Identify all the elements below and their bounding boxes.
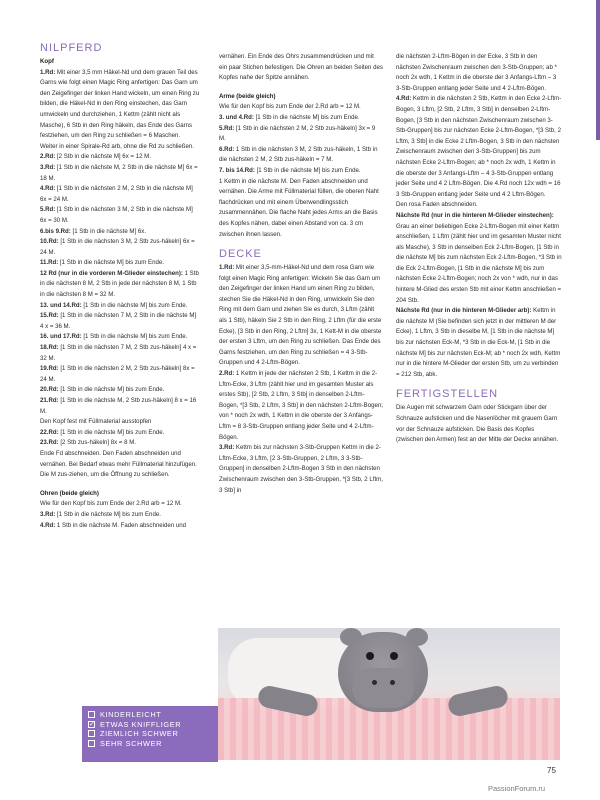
instruction-row: 4.Rd: [1 Stb in die nächsten 2 M, 2 Stb in die nächste M] 6x = 24 M. bbox=[40, 185, 193, 203]
instruction-row: Nächste Rd (nur in die hinteren M-Glieder einstechen): Grau an einer beliebigen Ecke 2-Lftm-Bogen mit einer Kettm anschließen, 1 Lftm (zählt hier und im gesamten Muster nicht als Masche), 3 Stb in denselben Eck 2-Lftm-Bogen, [1 Stb in die nächste M] bis zum nächsten Eck 2-Lftm-Bogen, *3 Stb in die Eck 2-Lftm-Bogen, [1 Stb in die nächste M] bis zum nächsten Ecke 2-Lftm-Bogen; noch 2x von * wdh, nur in das hintere M-Glied des ersten Stb mit einer Kettm anschließen = 204 Stb. bbox=[396, 211, 562, 304]
instruction-row: 2.Rd: [2 Stb in die nächste M] 6x = 12 M. bbox=[40, 153, 151, 161]
instruction-row: 3.Rd: Kettm bis zur nächsten 3-Stb-Gruppen Kettm in die 2-Lftm-Ecke, 3 Lftm, [2 3-Stb-Gruppen, 2 Lftm, 3 3-Stb-Gruppen] in denselben 2-Lftm-Bogen 3 Stb in den nächsten Zwischenraum zwischen den 3-Stb-Gruppen, *[3 Stb, 2 Lftm, 3 Stb] in bbox=[219, 444, 383, 494]
instruction-row: 15.Rd: [1 Stb in die nächsten 7 M, 2 Stb in die nächste M] 4 x = 36 M. bbox=[40, 312, 197, 330]
difficulty-box bbox=[82, 706, 218, 762]
kopf-instructions bbox=[40, 68, 200, 481]
instruction-row: 20.Rd: [1 Stb in die nächste M] bis zum Ende. bbox=[40, 386, 165, 394]
instruction-row: 5.Rd: [1 Stb in die nächsten 2 M, 2 Stb zus-häkeln] 3x = 9 M. bbox=[219, 124, 376, 143]
hippo-nostril-left bbox=[372, 680, 377, 685]
watermark: PassionForum.ru bbox=[488, 784, 546, 793]
instruction-row: Wie für den Kopf bis zum Ende der 2.Rd arb = 12 M. bbox=[219, 103, 361, 111]
hippo-nostril-right bbox=[390, 680, 395, 685]
instruction-row: 2.Rd: 1 Kettm in jede der nächsten 2 Stb, 1 Kettm in die 2-Lftm-Ecke, 3 Lftm (zählt hier und im gesamten Muster als erstes Stb), [2 Stb, 2 Lftm, 3 Stb] in denselben 2-Lftm-Bogen, *[3 Stb, 2 Lftm, 3 Stb] in den nächsten 2-Lftm-Bogen; von * noch 2x wdh, 1 Kettm in die oberste der 3 Anfangs-Lftm = 8 3-Stb-Gruppen entlang jeder Seite und 4 2-Lftm-Bögen. bbox=[219, 370, 383, 441]
spacer bbox=[219, 240, 383, 248]
instruction-row: Den Kopf fest mit Füllmaterial ausstopfen bbox=[40, 418, 152, 426]
instruction-row: 7. bis 14.Rd: [1 Stb in die nächste M] bis zum Ende. bbox=[219, 166, 361, 174]
column-1 bbox=[40, 42, 200, 531]
difficulty-label: SEHR SCHWER bbox=[100, 738, 163, 748]
instruction-row: 10.Rd: [1 Stb in die nächsten 3 M, 2 Stb zus-häkeln] 6x = 24 M. bbox=[40, 238, 195, 256]
difficulty-item bbox=[88, 710, 212, 720]
instruction-row: 21.Rd: [1 Stb in die nächste M, 2 Stb zus-häkeln] 8 x = 16 M. bbox=[40, 397, 197, 415]
subheading-kopf: Kopf bbox=[40, 58, 54, 65]
spacer bbox=[396, 380, 562, 388]
instruction-row: 4.Rd: Kettm in die nächsten 2 Stb, Kettm in den Ecke 2-Lftm-Bogen, 3 Lftm, [2 Stb, 2 Lftm, 3 Stb] in denselben 2-Lftm-Bogen, [3 Stb in den nächsten Zwischenraum zwischen 3-Stb-Gruppen] bis zur nächsten Ecke 2-Lftm-Bogen, *[3 Stb, 2 Lftm, 3 Stb] in die Ecke 2 Lftm-Bogen, 3 Stb in den nächsten Zwischenraum zwischen den 3-Stb-Gruppen] bis zum nächsten Ecke 2-Lftm-Bogen; ab * noch 2x wdh, 1 Kettm in die oberste der 3 Anfangs-Lftm – 4 3-Stb-Gruppen entlang jeder Seite und 4 2 Lftm-Bögen. Die 4.Rd noch 12x wdh = 16 3 Stb-Gruppen entlang jeder Seite und 4 2 Lftm-Bögen. bbox=[396, 95, 562, 198]
instruction-row: Wie für den Kopf bis zum Ende der 2.Rd arb = 12 M. bbox=[40, 500, 182, 508]
ohren-continued: vernähen. Ein Ende des Ohrs zusammendrücken und mit ein paar Stichen befestigen. Die Ohren an beiden Seiten des Kopfes nahe der Spitze annähen. bbox=[219, 53, 383, 82]
instruction-row: 6.Rd: 1 Stb in die nächsten 3 M, 2 Stb zus-häkeln, 1 Stb in die nächsten 2 M, 2 Stb zus-häkeln = 7 M. bbox=[219, 145, 378, 164]
section-heading-decke: DECKE bbox=[219, 248, 262, 261]
difficulty-item bbox=[88, 720, 212, 730]
hippo-eye-left bbox=[366, 652, 374, 660]
instruction-row: Nächste Rd (nur in die hinteren M-Glieder arb): Kettm in die nächste M (Sie befinden sich jetzt in der mittleren M der Ecke), 1 Lftm, 3 Stb in dieselbe M, [1 Stb in die nächste M] bis zur nächsten Eck-M, *3 Stb in die Eck-M, [1 Stb in die nächste M] bis zur nächsten Eck-M; ab * noch 2x wdh, Kettm nur in die hintere M-Glieder der ersten Stb, um zu verbinden = 212 Stb, abk. bbox=[396, 307, 561, 378]
checkbox-icon bbox=[88, 740, 95, 747]
difficulty-label: ETWAS KNIFFLIGER bbox=[100, 719, 182, 729]
subheading-ohren: Ohren (beide gleich) bbox=[40, 489, 99, 497]
difficulty-label: ZIEMLICH SCHWER bbox=[100, 729, 179, 739]
spacer bbox=[219, 84, 383, 92]
hippo-photo bbox=[218, 628, 560, 760]
fertigstellen-text: Die Augen mit schwarzem Garn oder Stickgarn über der Schnauze aufsticken und die Nasenlöcher mit grauem Garn vor der Schnauze aufsticken. Die Basis des Kopfes (zwischen den Armen) fest an der Mitte der Decke annähen. bbox=[396, 404, 559, 444]
section-heading-nilpferd: NILPFERD bbox=[40, 42, 103, 54]
checkbox-icon bbox=[88, 711, 95, 718]
section-heading-fertigstellen: FERTIGSTELLEN bbox=[396, 388, 499, 401]
instruction-row: 18.Rd: [1 Stb in die nächsten 7 M, 2 Stb zus-häkeln] 4 x = 32 M. bbox=[40, 344, 197, 362]
instruction-row: Den rosa Faden abschneiden. bbox=[396, 201, 478, 209]
instruction-row: 4.Rd: 1 Stb in die nächste M. Faden abschneiden und bbox=[40, 521, 187, 529]
instruction-row: 1.Rd: Mit einer 3,5 mm Häkel-Nd und dem grauen Teil des Garns wie folgt einen Magic Ring anfertigen: Das Garn um den Zeigefinger der linken Hand wickeln, um einen Ring zu bilden, die Häkel-Nd in den Ring einstechen, das Garn umwickeln und durchziehen, 1 Kettm (zählt nicht als Masche), 6 Stb in den Ring häkeln, das Ende des Garns festziehen, um den Ring zu schließen = 6 Maschen. bbox=[40, 68, 200, 140]
instruction-row: 22.Rd: [1 Stb in die nächste M] bis zum Ende. bbox=[40, 428, 165, 436]
instruction-row: 16. und 17.Rd: [1 Stb in die nächste M] bis zum Ende. bbox=[40, 333, 188, 341]
hippo-snout bbox=[352, 668, 414, 708]
instruction-row: 3.Rd: [1 Stb in die nächste M, 2 Stb in die nächste M] 6x = 18 M. bbox=[40, 163, 198, 182]
decke-continued: die nächsten 2-Lftm-Bögen in der Ecke, 3 Stb in den nächsten Zwischenraum zwischen den 3-Stb-Gruppen; ab * noch 2x wdh, 1 Kettm in die oberste der 3 Anfangs-Lftm – 3 3-Stb-Gruppen entlang jeder Seite und 4 2-Lftm-Bögen. bbox=[396, 53, 557, 92]
instruction-row: Weiter in einer Spirale-Rd arb, ohne die Rd zu schließen. bbox=[40, 142, 195, 150]
instruction-row: 19.Rd: [1 Stb in die nächsten 2 M, 2 Stb zus-häkeln] 8x = 24 M. bbox=[40, 365, 195, 383]
instruction-row: 3.Rd: [1 Stb in die nächste M] bis zum Ende. bbox=[40, 510, 161, 518]
instruction-row: 1.Rd: Mit einer 3,5-mm-Häkel-Nd und dem rosa Garn wie folgt einen Magic Ring anfertigen: Wickeln Sie das Garn um den Zeigefinger der linken Hand um einen Ring zu bilden, stechen Sie die Häkel-Nd in den Ring, umwickeln Sie den Ring mit dem Garn und ziehen Sie es durch, 3 Lftm (zählt als 1 Stb), häkeln Sie 2 Stb in den Ring, 2 Lftm (für die erste Ecke), [3 Stb in den Ring, 2 Lftm] 3x, 1 Kett-M in die oberste der ersten 3 Lftm, um den Ring zu schließen. Das Ende des Garns festziehen, um den Ring zu schließen = 4 3-Stb-Gruppen und 4 2-Lftm-Bögen. bbox=[219, 264, 382, 367]
subheading-arme: Arme (beide gleich) bbox=[219, 92, 276, 100]
page-number: 75 bbox=[547, 766, 556, 775]
checkbox-checked-icon: ✓ bbox=[89, 720, 96, 728]
purple-edge-bar bbox=[596, 0, 600, 140]
difficulty-item bbox=[88, 739, 212, 749]
difficulty-item bbox=[88, 729, 212, 739]
instruction-row: Ende Fd abschneiden. Den Faden abschneiden und vernähen. Bei Bedarf etwas mehr Füllmaterial hinzufügen. Die M zus-ziehen, um die Öffnung zu schließen. bbox=[40, 449, 197, 479]
spacer bbox=[40, 481, 200, 489]
instruction-row: 11.Rd: [1 Stb in die nächste M] bis zum Ende. bbox=[40, 259, 164, 267]
instruction-row: 23.Rd: [2 Stb zus-häkeln] 8x = 8 M. bbox=[40, 439, 137, 447]
instruction-row: 3. und 4.Rd: [1 Stb in die nächste M] bis zum Ende. bbox=[219, 113, 360, 121]
checkbox-icon bbox=[88, 730, 95, 737]
instruction-row: 12 Rd (nur in die vorderen M-Glieder einstechen): 1 Stb in die nächsten 8 M, 2 Stb in jede der nächsten 8 M, 1 Stb in die nächsten 8 M = 32 M. bbox=[40, 269, 199, 299]
difficulty-label: KINDERLEICHT bbox=[100, 710, 162, 719]
column-2 bbox=[219, 52, 383, 496]
instruction-row: 5.Rd: [1 Stb in die nächsten 3 M, 2 Stb in die nächste M] 6x = 30 M. bbox=[40, 206, 193, 224]
instruction-row: 1 Kettm in die nächste M. Den Faden abschneiden und vernähen. Die Arme mit Füllmaterial füllen, die oberen Naht flachdrücken und mit einem Überwendlingsstich zusammennähen. Die flache Naht jedes Arms an die Basis des Kopfes nähen, dabei einen Abstand von ca. 3 cm zwischen ihnen lassen. bbox=[219, 177, 379, 238]
instruction-row: 6.bis 9.Rd: [1 Stb in die nächste M] 6x. bbox=[40, 227, 147, 235]
hippo-eye-right bbox=[390, 652, 398, 660]
column-3 bbox=[396, 52, 562, 446]
instruction-row: 13. und 14.Rd: [1 Stb in die nächste M] bis zum Ende. bbox=[40, 301, 188, 309]
